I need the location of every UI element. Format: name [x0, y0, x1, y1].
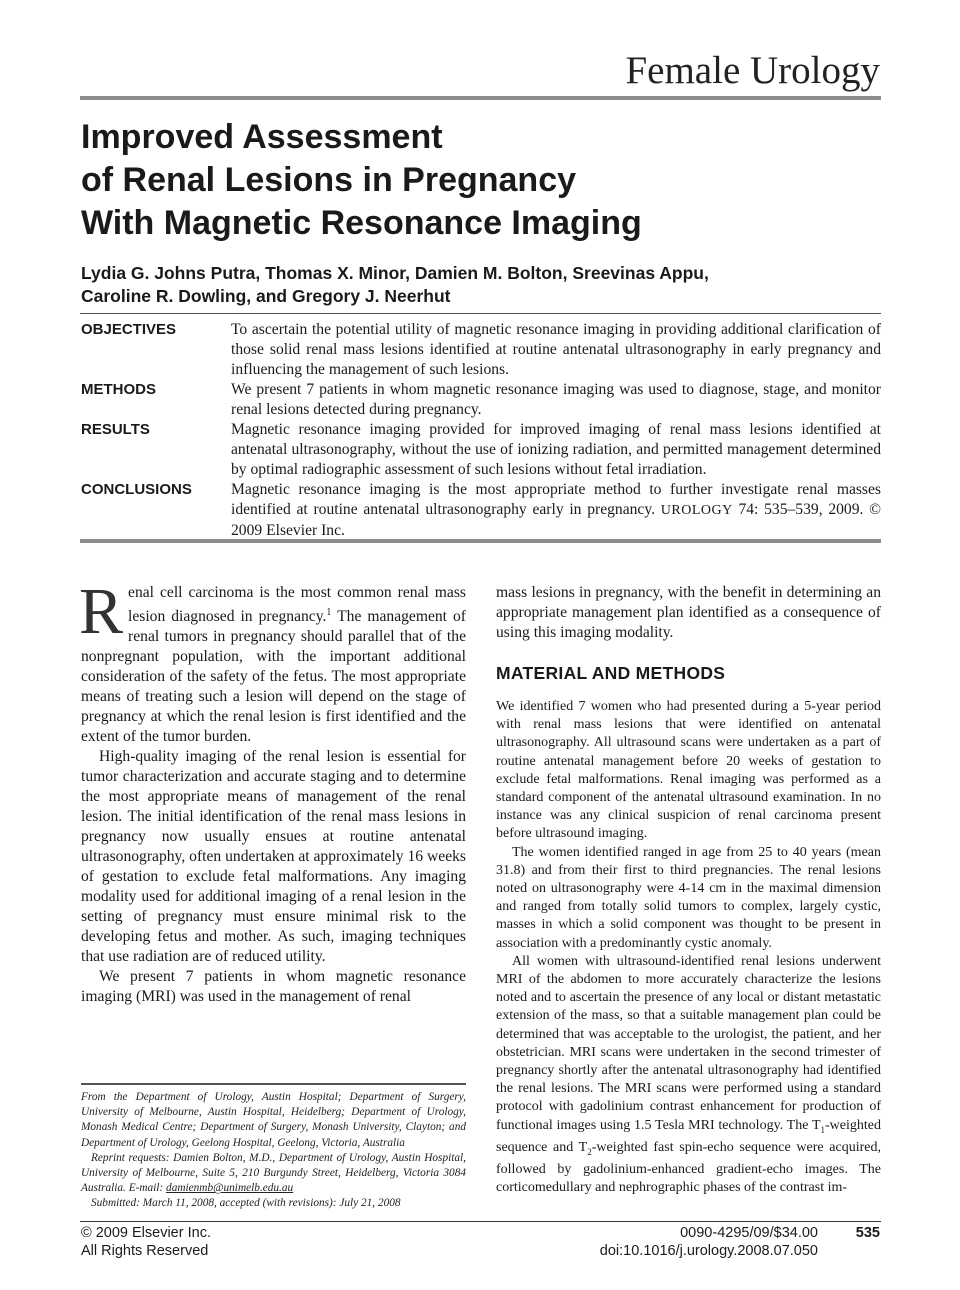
citation-journal: UROLOGY: [660, 503, 733, 518]
intro-paragraph: [79, 575, 466, 747]
methods-body: [496, 698, 881, 1197]
title-line-1: Improved Assessment: [81, 118, 443, 156]
page-number: 535: [855, 1225, 880, 1241]
methods-p3-b: -weighted sequence and T: [496, 1117, 881, 1155]
authors-line-1: Lydia G. Johns Putra, Thomas X. Minor, Damien M. Bolton, Sreevinas Appu,: [81, 263, 709, 283]
methods-label: METHODS: [81, 381, 156, 398]
objectives-label: OBJECTIVES: [81, 321, 177, 338]
intro-text-a: enal cell carcinoma is the most common renal mass lesion diagnosed in pregnancy.: [128, 584, 466, 626]
methods-p3-c: -weighted fast spin-echo sequence were acquired, followed by gadolinium-enhanced gradient-echo images. The corticomedullary and nephrographic phases of the contrast im-: [496, 1139, 881, 1195]
abstract-top-rule: [80, 313, 881, 314]
results-label: RESULTS: [81, 421, 150, 438]
objectives-text: To ascertain the potential utility of magnetic resonance imaging in providing additional clarification of those solid renal mass lesions identified at routine antenatal ultrasonography in early pregnancy and influencing the management of such lesions.: [231, 321, 881, 378]
footnote-rule: [81, 1083, 466, 1085]
author-list: [81, 262, 881, 308]
article-title: [81, 116, 642, 245]
t1-subscript: 1: [820, 1124, 826, 1135]
body-paragraph-3: We present 7 patients in whom magnetic resonance imaging (MRI) was used in the management of renal: [81, 968, 466, 1006]
drop-cap: R: [79, 575, 124, 648]
conclusions-body: Magnetic resonance imaging is the most appropriate method to further investigate renal masses identified at routine antenatal ultrasonography early in pregnancy.: [231, 481, 881, 518]
conclusions-label: CONCLUSIONS: [81, 481, 192, 498]
authors-line-2: Caroline R. Dowling, and Gregory J. Neerhut: [81, 286, 451, 306]
reference-1[interactable]: 1: [326, 607, 332, 618]
intro-text-b: The management of renal tumors in pregnancy should parallel that of the nonpregnant population, with the important additional consideration of the safety of the fetus. The most appropriate means of treating such a lesion will depend on the stage of pregnancy at which the renal lesion is first identified and the extent of the tumor burden.: [81, 608, 466, 746]
footer-copyright: © 2009 Elsevier Inc.: [81, 1225, 211, 1241]
footer-rights: All Rights Reserved: [81, 1243, 209, 1259]
section-heading: Female Urology: [625, 49, 880, 92]
reprint-text: Reprint requests: Damien Bolton, M.D., Department of Urology, Austin Hospital, University of Melbourne, Suite 5, 210 Burgundy Street, Heidelberg, Victoria 3084 Australia. E-mail:: [81, 1151, 466, 1195]
footer-rule: [80, 1221, 881, 1222]
body-left-column: [79, 575, 466, 1007]
title-line-2: of Renal Lesions in Pregnancy: [81, 161, 577, 199]
results-text: Magnetic resonance imaging provided for improved imaging of renal mass lesions identified at antenatal ultrasonography, without the use of ionizing radiation, and permitted management determined by optimal radiographic assessment of such lesions without fetal irradiation.: [231, 421, 881, 478]
affiliation-note: From the Department of Urology, Austin Hospital; Department of Surgery, University of Melbourne, Austin Hospital, Heidelberg; Department of Urology, Monash Medical Centre; Department of Surgery, Monash University, Clayton; and Department of Urology, Geelong Hospital, Geelong, Victoria, Australia: [81, 1091, 466, 1149]
footnotes: [81, 1090, 466, 1212]
body-right-continuation: mass lesions in pregnancy, with the benefit in determining an appropriate management plan identified as a consequence of using this imaging modality.: [496, 584, 881, 641]
methods-text: We present 7 patients in whom magnetic resonance imaging was used to diagnose, stage, and monitor renal lesions detected during pregnancy.: [231, 381, 881, 418]
methods-p3-a: All women with ultrasound-identified renal lesions underwent MRI of the abdomen to more accurately characterize the lesions noted and to ascertain the presence of any local or distant metastatic extension of the mass, so that a suitable management plan could be determined that was acceptable to the urologist, the patient, and her obstetrician. MRI scans were undertaken in the second trimester of pregnancy shortly after the antenatal ultrasonography had identified the renal lesions. The MRI scans were performed using a standard protocol with gadolinium contrast enhancement for production of functional images using 1.5 Tesla MRI technology. The T: [496, 953, 881, 1133]
footer-doi[interactable]: doi:10.1016/j.urology.2008.07.050: [599, 1243, 818, 1259]
email-link[interactable]: damienmb@unimelb.edu.au: [166, 1182, 294, 1195]
methods-paragraph-1: We identified 7 women who had presented during a 5-year period with renal mass lesions that were identified on antenatal ultrasonography. All ultrasound scans were undertaken as a part of routine antenatal management before 20 weeks of gestation to exclude fetal malformations. Renal imaging was performed as a standard component of the antenatal ultrasound examination. In no instance was any clinical suspicion of renal carcinoma present before ultrasound imaging.: [496, 699, 881, 842]
methods-paragraph-3: [496, 953, 881, 1197]
t2-subscript: 2: [587, 1146, 592, 1157]
title-line-3: With Magnetic Resonance Imaging: [81, 204, 642, 242]
methods-paragraph-2: The women identified ranged in age from 25 to 40 years (mean 31.8) and from their first to third pregnancies. The renal lesions noted on ultrasonography were 4-14 cm in the maximal dimension and ranged from totally solid tumors to complex, largely cystic, masses in which a solid component was thought to be present in association with a predominantly cystic anomaly.: [496, 844, 881, 951]
citation-details: 74: 535–539, 2009. © 2009 Elsevier Inc.: [231, 501, 881, 539]
body-paragraph-2: High-quality imaging of the renal lesion is essential for tumor characterization and accurate staging and to determine the most appropriate means of management of the renal lesion. The initial identification of the renal mass lesions in pregnancy now usually ensues at routine antenatal ultrasonography, often undertaken at approximately 16 weeks of gestation to exclude fetal malformations. Any imaging modality used for additional imaging of a renal lesion in the setting of pregnancy must ensure minimal risk to the developing fetus and mother. As such, imaging techniques that use radiation are of reduced utility.: [81, 748, 466, 966]
header-rule: [80, 96, 881, 100]
conclusions-text: [231, 480, 881, 541]
footer-issn: 0090-4295/09/$34.00: [680, 1225, 818, 1241]
reprint-note: [81, 1151, 466, 1197]
material-methods-heading: MATERIAL AND METHODS: [496, 663, 726, 683]
submitted-note: Submitted: March 11, 2008, accepted (with revisions): July 21, 2008: [91, 1197, 401, 1210]
abstract-bottom-rule: [80, 539, 881, 543]
